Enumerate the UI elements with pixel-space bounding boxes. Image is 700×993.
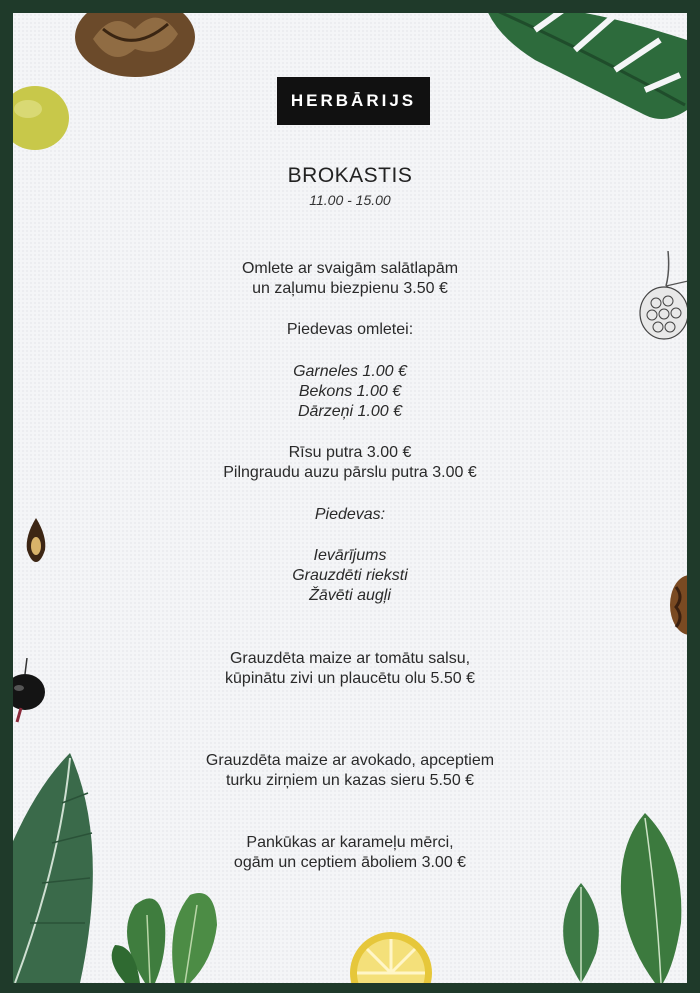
pancakes-item xyxy=(13,833,687,873)
omelette-addons-heading: Piedevas omletei: xyxy=(286,321,414,338)
omelette-line-1: Omlete ar svaigām salātlapām xyxy=(241,260,459,277)
omelette-addon-bacon: Bekons 1.00 € xyxy=(298,383,402,400)
porridge-addon-jam: Ievārījums xyxy=(313,547,387,564)
spinach-leaves-icon xyxy=(105,875,225,983)
monstera-leaf-icon xyxy=(475,13,687,125)
omelette-addon-shrimp: Garneles 1.00 € xyxy=(293,363,407,380)
omelette-line-2: un zaļumu biezpienu 3.50 € xyxy=(252,280,448,297)
menu-title: BROKASTIS xyxy=(287,164,413,187)
porridge-addon-nuts: Grauzdēti rieksti xyxy=(292,567,408,584)
pancakes-line-2: ogām un ceptiem āboliem 3.00 € xyxy=(233,854,467,871)
porridge-addon-dried-fruit: Žāvēti augļi xyxy=(309,587,391,604)
omelette-addon-vegetables: Dārzeņi 1.00 € xyxy=(297,403,403,420)
toast-avocado-item xyxy=(13,751,687,791)
logo xyxy=(277,77,430,125)
toast-fish-line-1: Grauzdēta maize ar tomātu salsu, xyxy=(229,650,471,667)
porridge-addons-list xyxy=(13,546,687,606)
toast-avocado-line-1: Grauzdēta maize ar avokado, apceptiem xyxy=(205,752,495,769)
omelette-addons-list xyxy=(13,362,687,422)
porridge-addons-heading: Piedevas: xyxy=(314,506,386,523)
pancakes-line-1: Pankūkas ar karameļu mērci, xyxy=(246,834,454,851)
menu-page xyxy=(13,13,687,983)
lemon-slice-icon xyxy=(349,931,433,983)
omelette-item xyxy=(13,259,687,299)
porridge-rice: Rīsu putra 3.00 € xyxy=(288,444,412,461)
toast-avocado-line-2: turku zirņiem un kazas sieru 5.50 € xyxy=(225,772,475,789)
menu-hours: 11.00 - 15.00 xyxy=(309,192,391,208)
lime-icon xyxy=(13,85,70,151)
logo-text: HERBĀRIJS xyxy=(290,91,417,110)
toast-fish-line-2: kūpinātu zivi un plaucētu olu 5.50 € xyxy=(225,670,475,687)
toast-fish-item xyxy=(13,649,687,689)
walnut-icon xyxy=(73,13,198,81)
small-leaf-icon xyxy=(558,883,604,983)
porridge-items xyxy=(13,443,687,483)
porridge-oat: Pilngraudu auzu pārslu putra 3.00 € xyxy=(223,464,477,481)
